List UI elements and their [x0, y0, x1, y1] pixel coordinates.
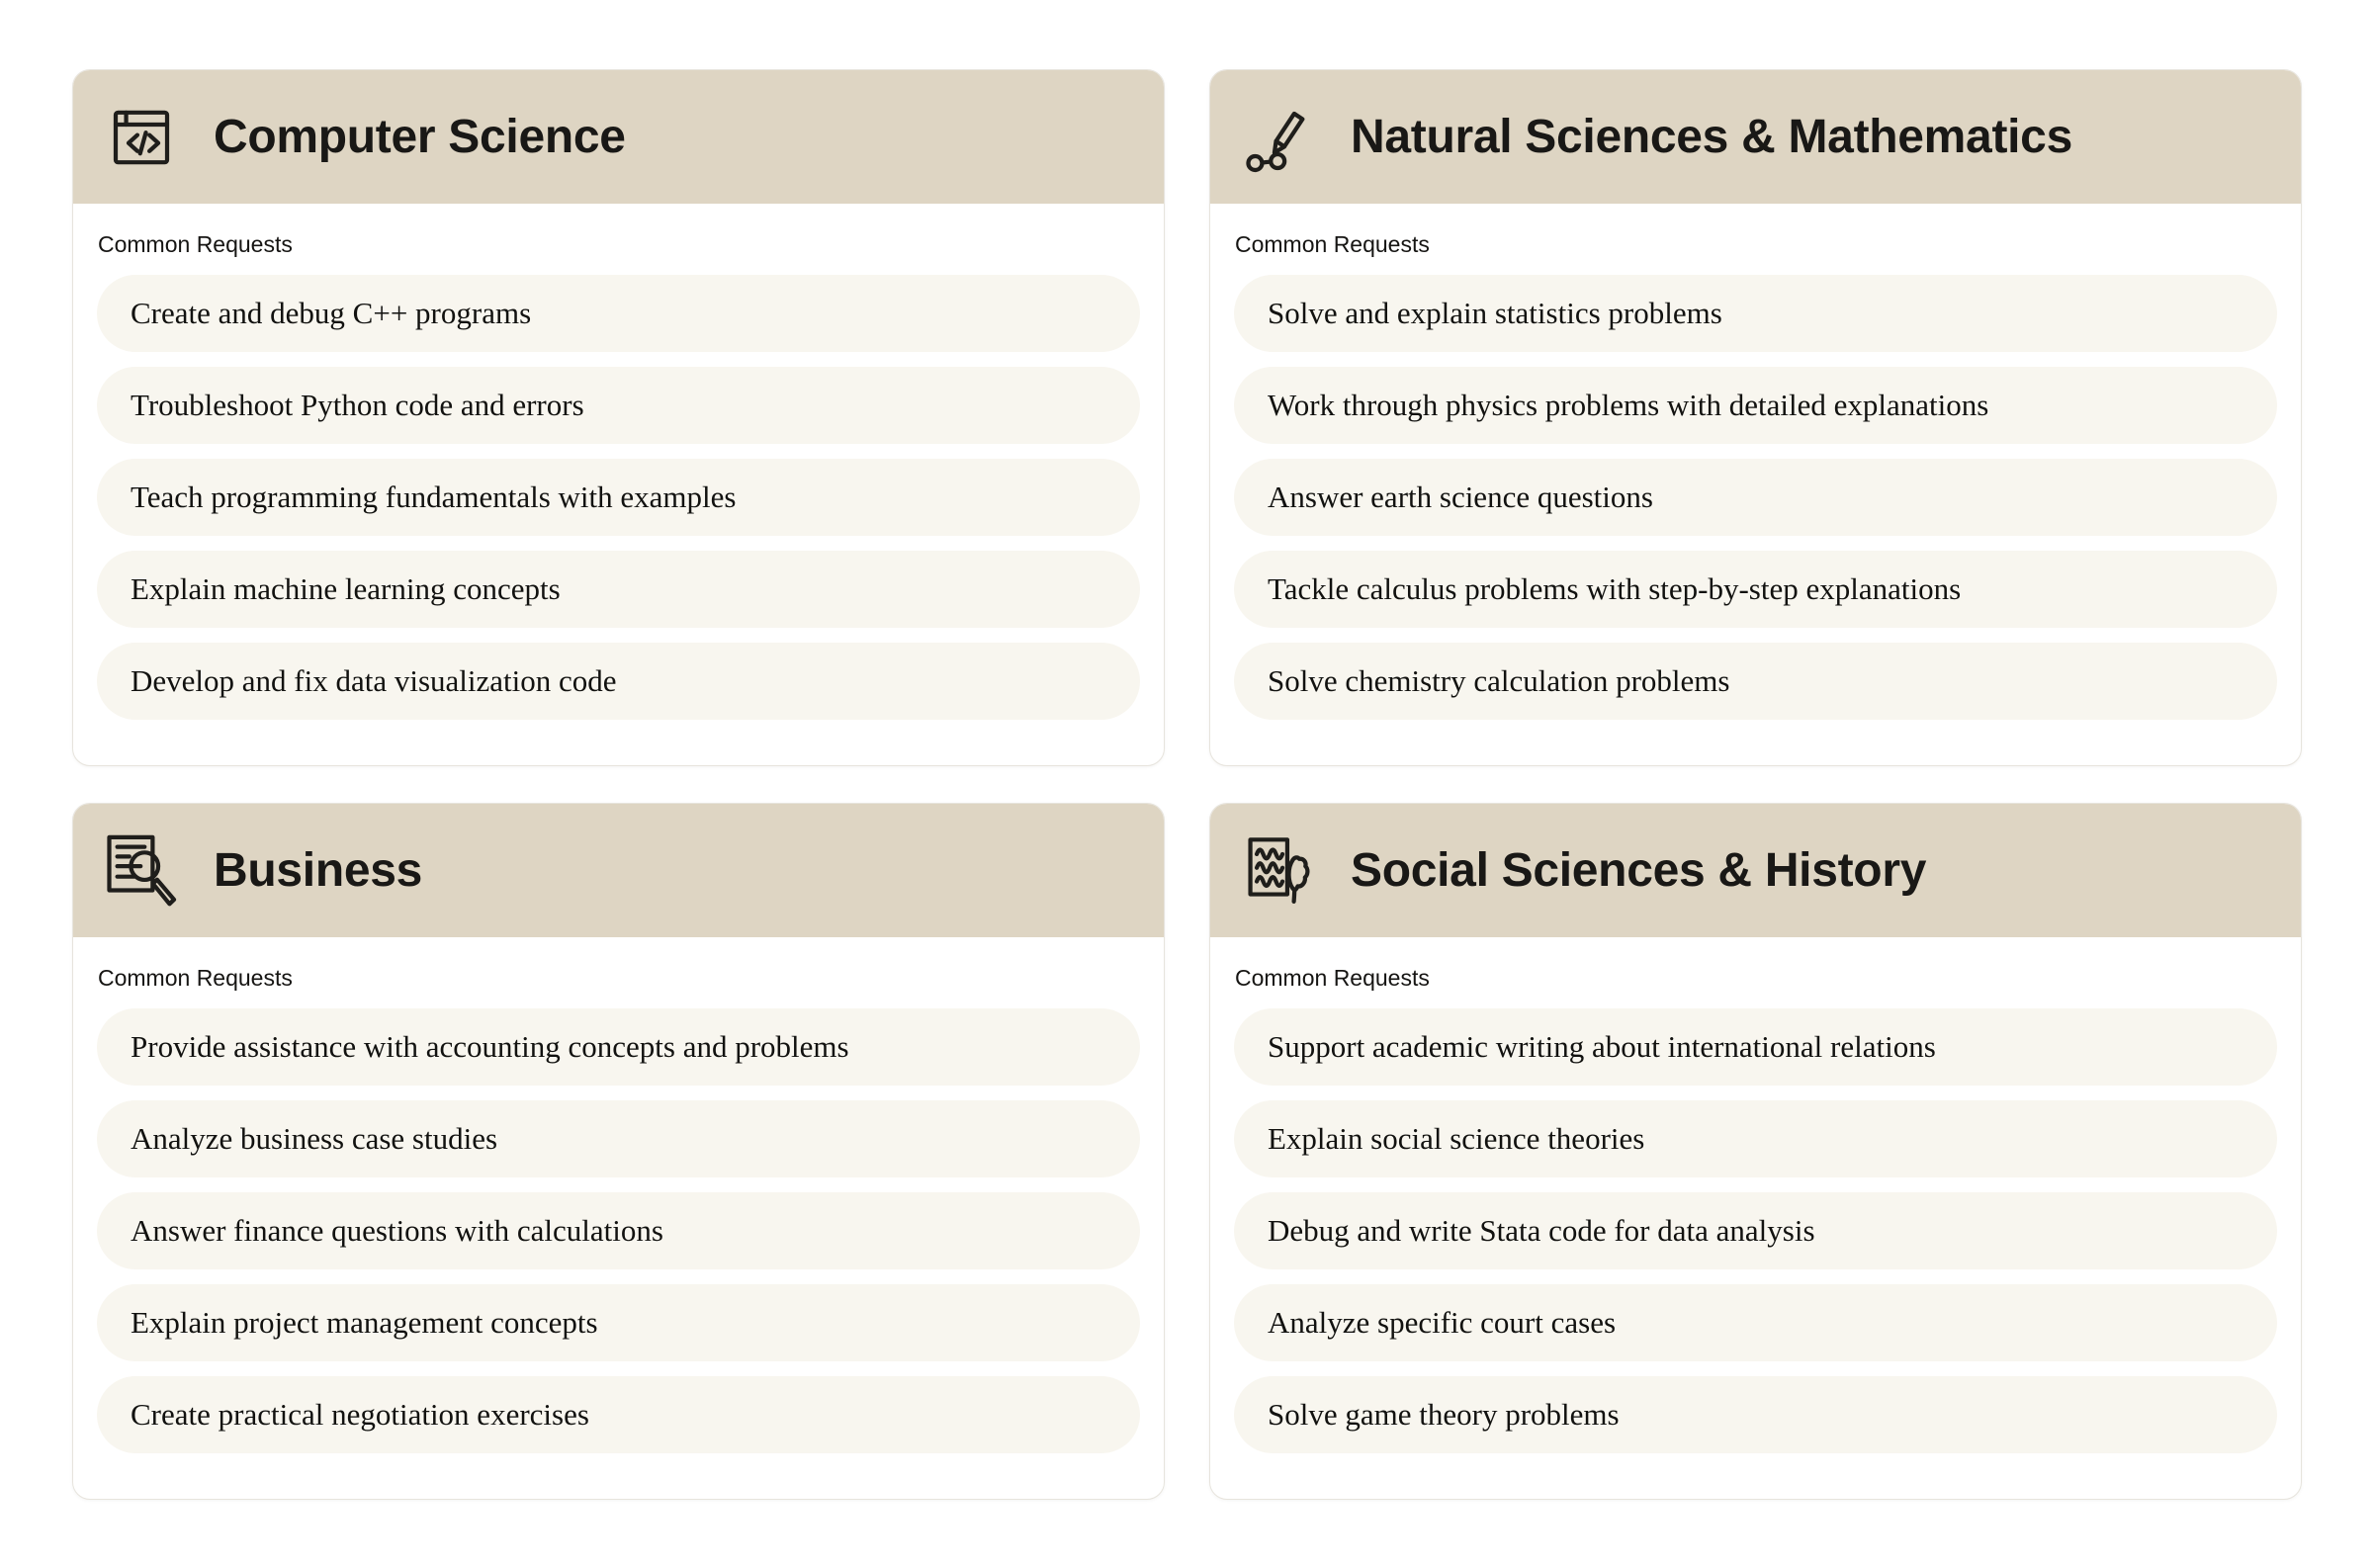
request-pill[interactable] [1234, 1100, 2277, 1177]
card-business [72, 803, 1165, 1500]
request-pill-label: Work through physics problems with detailed explanations [1268, 388, 1989, 422]
common-requests-label: Common Requests [98, 231, 293, 257]
request-pill-label: Create and debug C++ programs [131, 296, 532, 330]
request-pill-label: Explain machine learning concepts [131, 571, 561, 606]
requests-list [1234, 275, 2277, 720]
requests-list [97, 275, 1140, 720]
manuscript-quill-icon [1240, 832, 1317, 910]
request-pill-label: Solve and explain statistics problems [1268, 296, 1722, 330]
request-pill-label: Create practical negotiation exercises [131, 1397, 589, 1432]
request-pill[interactable] [97, 459, 1140, 536]
request-pill-label: Support academic writing about international relations [1268, 1029, 1936, 1064]
request-pill[interactable] [97, 275, 1140, 352]
card-header [73, 804, 1164, 937]
request-pill[interactable] [97, 1376, 1140, 1453]
request-pill-label: Answer finance questions with calculations [131, 1213, 663, 1248]
card-social-sciences-history [1209, 803, 2302, 1500]
request-pill[interactable] [1234, 1376, 2277, 1453]
request-pill[interactable] [97, 1100, 1140, 1177]
card-body [73, 204, 1164, 720]
code-window-icon [103, 99, 180, 176]
card-natural-sciences-mathematics [1209, 69, 2302, 766]
common-requests-label: Common Requests [1235, 231, 1430, 257]
request-pill-label: Tackle calculus problems with step-by-step explanations [1268, 571, 1962, 606]
requests-list [97, 1008, 1140, 1453]
request-pill-label: Troubleshoot Python code and errors [131, 388, 584, 422]
common-requests-label: Common Requests [98, 965, 293, 991]
request-pill-label: Answer earth science questions [1268, 479, 1653, 514]
card-header [73, 70, 1164, 204]
request-pill-label: Explain social science theories [1268, 1121, 1645, 1156]
request-pill[interactable] [97, 367, 1140, 444]
request-pill-label: Explain project management concepts [131, 1305, 598, 1340]
common-requests-label: Common Requests [1235, 965, 1430, 991]
card-body [73, 937, 1164, 1453]
request-pill[interactable] [1234, 1284, 2277, 1361]
card-title: Natural Sciences & Mathematics [1351, 111, 2072, 163]
request-pill[interactable] [1234, 1008, 2277, 1086]
card-title: Social Sciences & History [1351, 844, 1927, 897]
request-pill-label: Analyze business case studies [131, 1121, 498, 1156]
request-pill-label: Debug and write Stata code for data analysis [1268, 1213, 1815, 1248]
pencil-molecule-icon [1240, 99, 1317, 176]
card-body [1210, 204, 2301, 720]
request-pill[interactable] [1234, 367, 2277, 444]
request-pill-label: Solve chemistry calculation problems [1268, 663, 1730, 698]
request-pill[interactable] [1234, 459, 2277, 536]
card-header [1210, 804, 2301, 937]
request-pill[interactable] [97, 1008, 1140, 1086]
category-cards-grid [72, 69, 2302, 1500]
request-pill[interactable] [97, 1284, 1140, 1361]
card-header [1210, 70, 2301, 204]
request-pill-label: Solve game theory problems [1268, 1397, 1620, 1432]
request-pill[interactable] [1234, 643, 2277, 720]
request-pill[interactable] [97, 1192, 1140, 1269]
request-pill[interactable] [97, 643, 1140, 720]
document-magnifier-icon [103, 832, 180, 910]
request-pill[interactable] [1234, 1192, 2277, 1269]
requests-list [1234, 1008, 2277, 1453]
request-pill[interactable] [1234, 551, 2277, 628]
card-computer-science [72, 69, 1165, 766]
request-pill[interactable] [1234, 275, 2277, 352]
card-title: Business [214, 844, 423, 897]
request-pill-label: Teach programming fundamentals with examples [131, 479, 737, 514]
request-pill-label: Analyze specific court cases [1268, 1305, 1617, 1340]
card-body [1210, 937, 2301, 1453]
request-pill-label: Develop and fix data visualization code [131, 663, 617, 698]
card-title: Computer Science [214, 111, 626, 163]
request-pill-label: Provide assistance with accounting concepts and problems [131, 1029, 849, 1064]
request-pill[interactable] [97, 551, 1140, 628]
